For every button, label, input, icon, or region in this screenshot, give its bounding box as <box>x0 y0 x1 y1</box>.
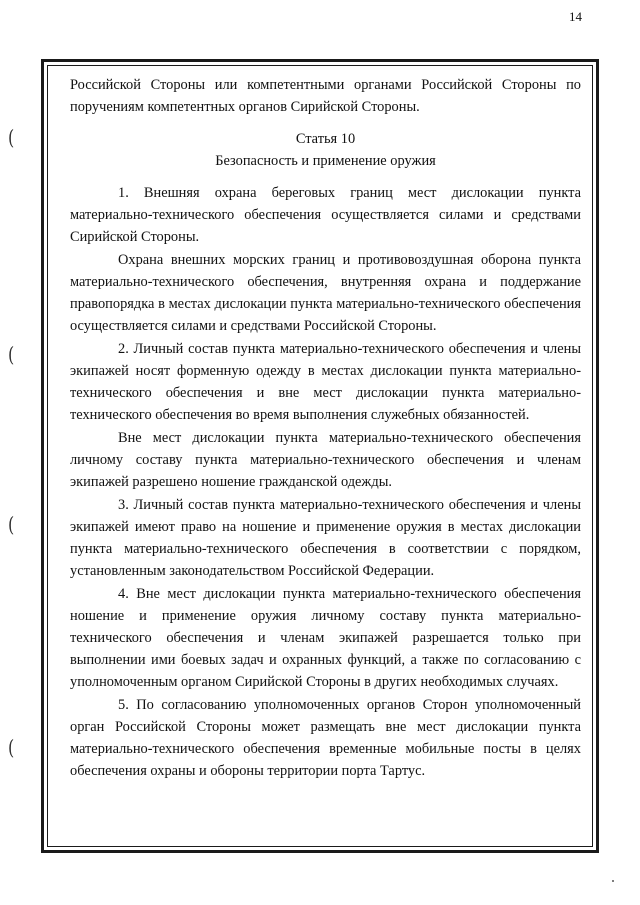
paragraph: 5. По согласованию уполномоченных органов Сторон уполномоченный орган Российской Стороны может размещать вне мест дислокации пункта материально-технического обеспечения временные мобильные посты в целях обеспечения охраны и обороны территории порта Тартус. <box>70 697 581 779</box>
paragraph: 1. Внешняя охрана береговых границ мест дислокации пункта материально-технического обеспечения осуществляется силами и средствами Сирийской Стороны. <box>70 185 581 245</box>
scan-speck <box>612 880 614 882</box>
paragraph: 3. Личный состав пункта материально-технического обеспечения и члены экипажей имеют право на ношение и применение оружия в местах дислокации пункта материально-технического обеспечения в соответствии с порядком, установленным законодательством Российской Федерации. <box>70 497 581 579</box>
margin-mark: ( <box>8 735 15 760</box>
margin-mark: ( <box>8 342 15 367</box>
paragraph: 2. Личный состав пункта материально-технического обеспечения и члены экипажей носят форменную одежду в местах дислокации пункта материально-технического обеспечения и вне мест дислокации пункта материально-технического обеспечения во время выполнения служебных обязанностей. <box>70 341 581 423</box>
page-number: 14 <box>569 9 582 24</box>
paragraph: Охрана внешних морских границ и противовоздушная оборона пункта материально-технического обеспечения, внутренняя охрана и поддержание правопорядка в местах дислокации пункта материально-технического обеспечения осуществляется силами и средствами Российской Стороны. <box>70 252 581 334</box>
paragraph: Вне мест дислокации пункта материально-технического обеспечения личному составу пункта материально-технического обеспечения и членам экипажей разрешено ношение гражданской одежды. <box>70 430 581 490</box>
margin-mark: ( <box>8 125 15 150</box>
document-body <box>70 74 581 782</box>
article-number: Статья 10 <box>295 131 356 147</box>
margin-mark: ( <box>8 512 15 537</box>
continuation-text: Российской Стороны или компетентными органами Российской Стороны по поручениям компетентных органов Сирийской Стороны. <box>70 77 581 115</box>
article-title: Безопасность и применение оружия <box>215 153 436 169</box>
paragraph: 4. Вне мест дислокации пункта материально-технического обеспечения ношение и применение оружия личному составу пункта материально-технического обеспечения и членам экипажей разрешается только при выполнении ими боевых задач и охранных функций, а также по согласованию с уполномоченным органом Сирийской Стороны в других необходимых случаях. <box>70 586 581 690</box>
